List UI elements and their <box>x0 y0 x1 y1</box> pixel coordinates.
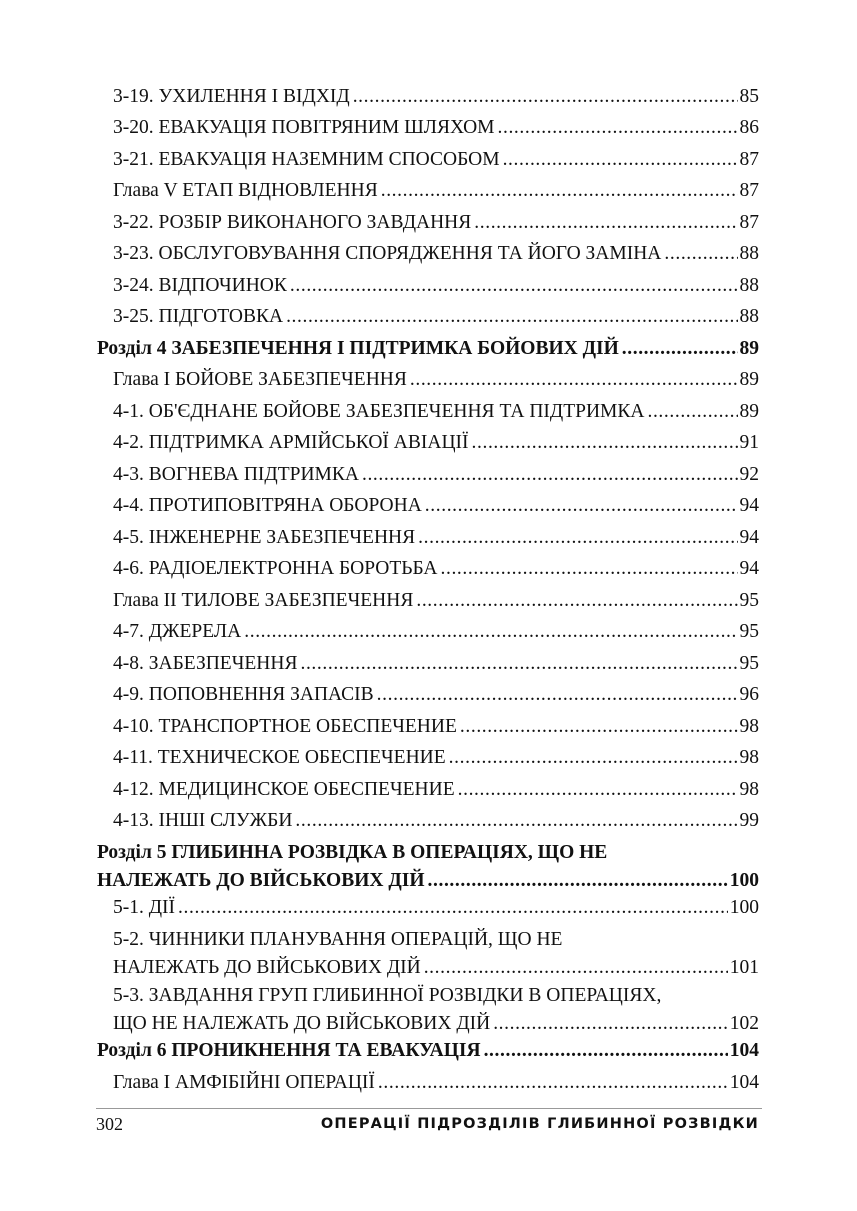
dot-leader <box>381 179 738 203</box>
toc-entry-page: 98 <box>739 747 759 768</box>
toc-entry[interactable] <box>113 431 759 455</box>
toc-entry-page: 96 <box>739 684 759 705</box>
toc-entry-page: 95 <box>739 621 759 642</box>
dot-leader <box>484 1039 728 1063</box>
toc-entry-page: 94 <box>739 558 759 579</box>
toc-entry-title: 3-24. ВІДПОЧИНОК <box>113 275 287 296</box>
toc-entry-title: 3-23. ОБСЛУГОВУВАННЯ СПОРЯДЖЕННЯ ТА ЙОГО ЗАМІНА <box>113 243 662 264</box>
toc-entry[interactable] <box>113 179 759 203</box>
toc-entry[interactable] <box>113 242 759 266</box>
toc-entry-page: 102 <box>729 1013 759 1034</box>
toc-entry[interactable] <box>113 589 759 613</box>
toc-entry[interactable] <box>113 274 759 298</box>
dot-leader <box>378 1071 728 1095</box>
toc-entry-page: 98 <box>739 779 759 800</box>
toc-entry-title: 3-25. ПІДГОТОВКА <box>113 306 284 327</box>
toc-entry-page: 104 <box>729 1072 759 1093</box>
toc-entry[interactable] <box>113 85 759 109</box>
toc-entry-page: 89 <box>739 338 759 359</box>
dot-leader <box>622 337 738 361</box>
toc-entry-title: Глава І БОЙОВЕ ЗАБЕЗПЕЧЕННЯ <box>113 369 407 390</box>
toc-entry-title-continued: НАЛЕЖАТЬ ДО ВІЙСЬКОВИХ ДІЙ <box>97 870 425 891</box>
toc-entry-page: 89 <box>739 369 759 390</box>
toc-entry-page: 104 <box>729 1040 759 1061</box>
toc-entry-page: 89 <box>739 401 759 422</box>
toc-entry-page: 91 <box>739 432 759 453</box>
dot-leader <box>418 526 737 550</box>
toc-entry-title: 4-3. ВОГНЕВА ПІДТРИМКА <box>113 464 359 485</box>
dot-leader <box>425 494 738 518</box>
toc-entry[interactable] <box>113 620 759 644</box>
dot-leader <box>664 242 737 266</box>
toc-entry-title: 4-13. ІНШІ СЛУЖБИ <box>113 810 293 831</box>
dot-leader <box>460 715 738 739</box>
toc-entry-page: 86 <box>739 117 759 138</box>
toc-entry-page: 100 <box>729 897 759 918</box>
toc-entry-page: 87 <box>739 180 759 201</box>
dot-leader <box>295 809 737 833</box>
toc-entry-title-continued: НАЛЕЖАТЬ ДО ВІЙСЬКОВИХ ДІЙ <box>113 957 421 978</box>
toc-entry-page: 98 <box>739 716 759 737</box>
toc-entry-page: 94 <box>739 495 759 516</box>
toc-entry-title: Розділ 5 ГЛИБИННА РОЗВІДКА В ОПЕРАЦІЯХ, ЩО НЕ <box>97 842 608 863</box>
dot-leader <box>300 652 737 676</box>
dot-leader <box>178 896 728 920</box>
toc-entry-title-continued: ЩО НЕ НАЛЕЖАТЬ ДО ВІЙСЬКОВИХ ДІЙ <box>113 1013 491 1034</box>
toc-entry-title: 5-2. ЧИННИКИ ПЛАНУВАННЯ ОПЕРАЦІЙ, ЩО НЕ <box>113 929 563 950</box>
dot-leader <box>472 431 738 455</box>
toc-section-heading[interactable] <box>97 1039 759 1063</box>
toc-entry[interactable] <box>113 984 759 1036</box>
toc-entry-title: 4-10. ТРАНСПОРТНОЕ ОБЕСПЕЧЕНИЕ <box>113 716 457 737</box>
dot-leader <box>410 368 738 392</box>
dot-leader <box>647 400 737 424</box>
toc-entry-title: Розділ 6 ПРОНИКНЕННЯ ТА ЕВАКУАЦІЯ <box>97 1040 481 1061</box>
dot-leader <box>493 1012 728 1036</box>
toc-entry-title: 4-5. ІНЖЕНЕРНЕ ЗАБЕЗПЕЧЕННЯ <box>113 527 416 548</box>
toc-entry-page: 88 <box>739 306 759 327</box>
toc-entry-title: 3-21. ЕВАКУАЦІЯ НАЗЕМНИМ СПОСОБОМ <box>113 149 500 170</box>
toc-entry[interactable] <box>113 148 759 172</box>
toc-entry-title: 4-4. ПРОТИПОВІТРЯНА ОБОРОНА <box>113 495 422 516</box>
toc-entry-title: 3-20. ЕВАКУАЦІЯ ПОВІТРЯНИМ ШЛЯХОМ <box>113 117 495 138</box>
dot-leader <box>290 274 738 298</box>
toc-entry[interactable] <box>113 557 759 581</box>
toc-entry[interactable] <box>113 211 759 235</box>
dot-leader <box>498 116 738 140</box>
toc-entry[interactable] <box>113 463 759 487</box>
toc-entry-title: Глава І АМФІБІЙНІ ОПЕРАЦІЇ <box>113 1072 375 1093</box>
toc-entry-title: 4-2. ПІДТРИМКА АРМІЙСЬКОЇ АВІАЦІЇ <box>113 432 469 453</box>
toc-entry[interactable] <box>113 746 759 770</box>
dot-leader <box>286 305 737 329</box>
toc-entry-title: 4-12. МЕДИЦИНСКОЕ ОБЕСПЕЧЕНИЕ <box>113 779 455 800</box>
dot-leader <box>416 589 737 613</box>
dot-leader <box>449 746 738 770</box>
footer-divider <box>96 1108 762 1109</box>
toc-section-heading[interactable] <box>97 841 759 893</box>
toc-entry[interactable] <box>113 1071 759 1095</box>
toc-entry[interactable] <box>113 368 759 392</box>
toc-entry-page: 100 <box>729 870 759 891</box>
dot-leader <box>428 869 728 893</box>
dot-leader <box>441 557 738 581</box>
toc-entry-page: 85 <box>739 86 759 107</box>
toc-entry-page: 92 <box>739 464 759 485</box>
toc-entry[interactable] <box>113 809 759 833</box>
toc-entry-title: 4-8. ЗАБЕЗПЕЧЕННЯ <box>113 653 298 674</box>
toc-entry-page: 94 <box>739 527 759 548</box>
toc-entry[interactable] <box>113 715 759 739</box>
toc-entry-page: 101 <box>729 957 759 978</box>
toc-entry-page: 88 <box>739 243 759 264</box>
toc-entry-title: 5-1. ДІЇ <box>113 897 176 918</box>
dot-leader <box>353 85 738 109</box>
toc-entry[interactable] <box>113 494 759 518</box>
toc-entry-title: 3-22. РОЗБІР ВИКОНАНОГО ЗАВДАННЯ <box>113 212 472 233</box>
toc-entry-title: 4-6. РАДІОЕЛЕКТРОННА БОРОТЬБА <box>113 558 438 579</box>
toc-entry-title: Глава V ЕТАП ВІДНОВЛЕННЯ <box>113 180 378 201</box>
toc-entry-page: 87 <box>739 149 759 170</box>
toc-entry-title: 4-7. ДЖЕРЕЛА <box>113 621 242 642</box>
toc-entry-page: 99 <box>739 810 759 831</box>
toc-section-heading[interactable] <box>97 337 759 361</box>
dot-leader <box>503 148 738 172</box>
footer-page-number: 302 <box>96 1114 123 1134</box>
toc-entry-page: 95 <box>739 590 759 611</box>
toc-entry[interactable] <box>113 526 759 550</box>
footer-running-title: ОПЕРАЦІЇ ПІДРОЗДІЛІВ ГЛИБИННОЇ РОЗВІДКИ <box>320 1116 759 1132</box>
toc-entry-page: 87 <box>739 212 759 233</box>
toc-entry-title: 4-9. ПОПОВНЕННЯ ЗАПАСІВ <box>113 684 374 705</box>
toc-entry-title: Розділ 4 ЗАБЕЗПЕЧЕННЯ І ПІДТРИМКА БОЙОВИХ ДІЙ <box>97 338 619 359</box>
toc-entry-page: 88 <box>739 275 759 296</box>
dot-leader <box>377 683 738 707</box>
dot-leader <box>474 211 737 235</box>
toc-entry[interactable] <box>113 683 759 707</box>
toc-entry-title: 5-3. ЗАВДАННЯ ГРУП ГЛИБИННОЇ РОЗВІДКИ В ОПЕРАЦІЯХ, <box>113 985 662 1006</box>
dot-leader <box>424 956 728 980</box>
toc-entry[interactable] <box>113 652 759 676</box>
toc-entry[interactable] <box>113 896 759 920</box>
toc-entry[interactable] <box>113 778 759 802</box>
toc-entry-title: Глава II ТИЛОВЕ ЗАБЕЗПЕЧЕННЯ <box>113 590 414 611</box>
toc-entry-title: 4-1. ОБ'ЄДНАНЕ БОЙОВЕ ЗАБЕЗПЕЧЕННЯ ТА ПІДТРИМКА <box>113 401 645 422</box>
toc-entry[interactable] <box>113 116 759 140</box>
dot-leader <box>244 620 737 644</box>
dot-leader <box>362 463 738 487</box>
toc-entry[interactable] <box>113 305 759 329</box>
toc-entry-title: 3-19. УХИЛЕННЯ І ВІДХІД <box>113 86 350 107</box>
toc-entry-title: 4-11. ТЕХНИЧЕСКОЕ ОБЕСПЕЧЕНИЕ <box>113 747 446 768</box>
toc-entry-page: 95 <box>739 653 759 674</box>
toc-entry[interactable] <box>113 928 759 980</box>
toc-entry[interactable] <box>113 400 759 424</box>
dot-leader <box>458 778 738 802</box>
